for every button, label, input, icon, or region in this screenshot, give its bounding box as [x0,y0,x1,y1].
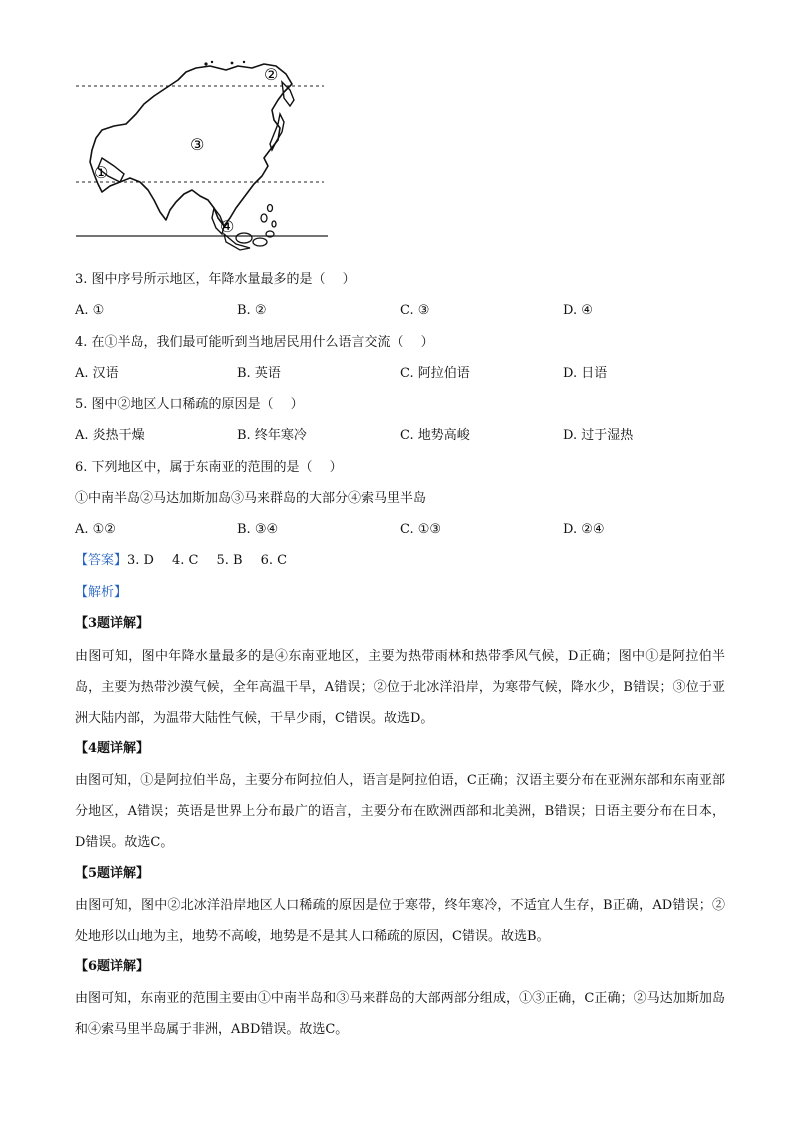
question-5-option-d: D. 过于湿热 [563,428,634,443]
answer-item: 6. C [260,553,288,568]
map-label-1: ① [94,163,109,182]
detail-6-heading: 【6题详解】 [75,959,150,974]
question-6-option-b: B. ③④ [237,522,279,537]
question-6-option-d: D. ②④ [563,522,605,537]
detail-6-text: 由图可知，东南亚的范围主要由①中南半岛和③马来群岛的大部两部分组成，①③正确，C正确；②马达加斯加岛和④索马里半岛属于非洲，ABD错误。故选C。 [75,991,725,1037]
detail-5-text: 由图可知，图中②北冰洋沿岸地区人口稀疏的原因是位于寒带，终年寒冷，不适宜人生存，B正确，AD错误；②处地形以山地为主，地势不高峻，地势是不是其人口稀疏的原因，C错误。故选B。 [75,898,725,944]
detail-4-text: 由图可知，①是阿拉伯半岛，主要分布阿拉伯人，语言是阿拉伯语，C正确；汉语主要分布在亚洲东部和东南亚部分地区，A错误；英语是世界上分布最广的语言，主要分布在欧洲西部和北美洲，B错误；日语主要分布在日本，D错误。故选C。 [75,773,725,850]
answer-item: 4. C [171,553,199,568]
detail-5-heading: 【5题详解】 [75,866,150,881]
question-6-option-c: C. ①③ [400,522,442,537]
detail-3-heading: 【3题详解】 [75,616,150,631]
detail-4-heading: 【4题详解】 [75,741,150,756]
question-4-stem: 4. 在①半岛，我们最可能听到当地居民用什么语言交流（ ） [75,335,434,350]
question-4-option-d: D. 日语 [563,366,608,381]
answer-line [75,551,287,571]
detail-3-text: 由图可知，图中年降水量最多的是④东南亚地区，主要为热带雨林和热带季风气候，D正确；图中①是阿拉伯半岛，主要为热带沙漠气候，全年高温干旱，A错误；②位于北冰洋沿岸，为寒带气候，降水少，B错误；③位于亚洲大陆内部，为温带大陆性气候，干旱少雨，C错误。故选D。 [75,649,725,726]
arctic-islands [204,61,245,66]
question-3-stem: 3. 图中序号所示地区，年降水量最多的是（ ） [75,272,356,287]
map-label-2: ② [264,65,279,84]
question-5-option-b: B. 终年寒冷 [237,428,307,443]
analysis-label: 【解析】 [75,585,128,600]
question-4-option-b: B. 英语 [237,366,281,381]
answer-label: 【答案】 [75,553,128,568]
question-3-option-a: A. ① [75,303,105,318]
question-3-option-d: D. ④ [563,303,593,318]
answer-item: 3. D [127,553,154,568]
question-6-choices-list: ①中南半岛②马达加斯加岛③马来群岛的大部分④索马里半岛 [75,491,427,506]
question-4-option-c: C. 阿拉伯语 [400,366,470,381]
question-5-stem: 5. 图中②地区人口稀疏的原因是（ ） [75,397,304,412]
map-label-3: ③ [190,135,205,154]
question-4-option-a: A. 汉语 [75,366,119,381]
japan-outline [270,114,284,150]
answer-item: 5. B [216,553,243,568]
question-5-option-c: C. 地势高峻 [400,428,470,443]
question-6-option-a: A. ①② [75,522,116,537]
question-3-option-b: B. ② [237,303,267,318]
map-label-4: ④ [220,217,235,236]
question-3-option-c: C. ③ [400,303,430,318]
question-6-stem: 6. 下列地区中，属于东南亚的范围的是（ ） [75,460,343,475]
question-5-option-a: A. 炎热干燥 [75,428,145,443]
asia-outline-map [74,58,332,254]
